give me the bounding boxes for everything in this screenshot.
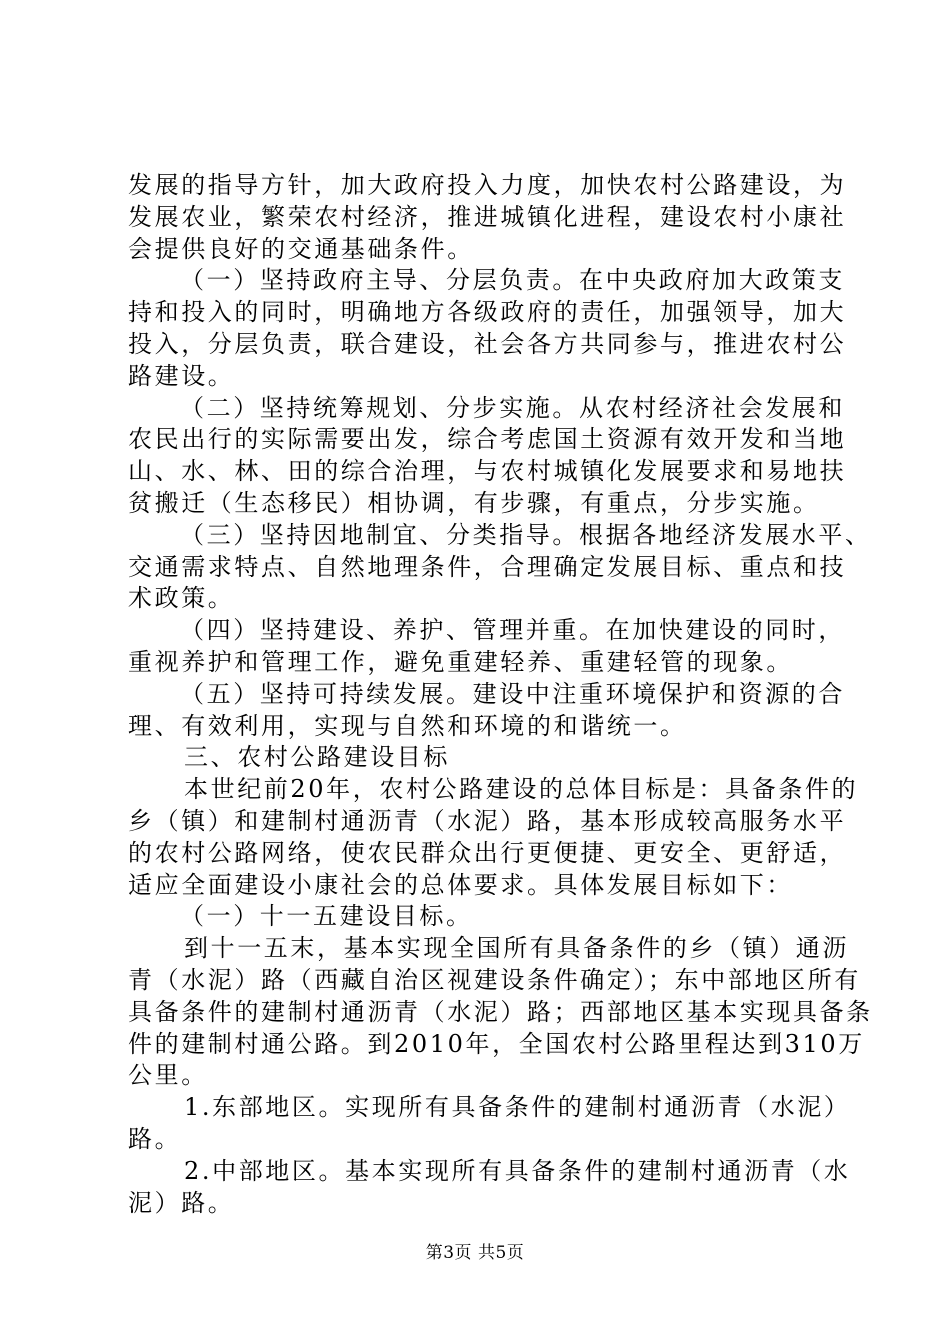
- paragraph-line: （一）坚持政府主导、分层负责。在中央政府加大政策支: [180, 266, 845, 294]
- section-heading: 三、农村公路建设目标: [184, 743, 450, 771]
- paragraph-line: 本世纪前20年，农村公路建设的总体目标是：具备条件的: [184, 775, 859, 803]
- paragraph-line: 路。: [128, 1125, 182, 1153]
- paragraph-line: （三）坚持因地制宜、分类指导。根据各地经济发展水平、: [180, 521, 872, 549]
- paragraph-line: 的农村公路网络，使农民群众出行更便捷、更安全、更舒适，: [128, 839, 847, 867]
- subsection-heading: （一）十一五建设目标。: [180, 902, 473, 930]
- paragraph-line: （四）坚持建设、养护、管理并重。在加快建设的同时，: [180, 616, 845, 644]
- paragraph-line: 贫搬迁（生态移民）相协调，有步骤，有重点，分步实施。: [128, 489, 820, 517]
- paragraph-line: 山、水、林、田的综合治理，与农村城镇化发展要求和易地扶: [128, 457, 847, 485]
- paragraph-line: 公里。: [128, 1061, 208, 1089]
- paragraph-line: 投入，分层负责，联合建设，社会各方共同参与，推进农村公: [128, 330, 847, 358]
- paragraph-line: 青（水泥）路（西藏自治区视建设条件确定）；东中部地区所有: [128, 966, 861, 994]
- paragraph-line: 持和投入的同时，明确地方各级政府的责任，加强领导，加大: [128, 298, 847, 326]
- list-item: 1.东部地区。实现所有具备条件的建制村通沥青（水泥）: [184, 1093, 851, 1121]
- paragraph-line: 会提供良好的交通基础条件。: [128, 235, 474, 263]
- paragraph-line: 重视养护和管理工作，避免重建轻养、重建轻管的现象。: [128, 648, 793, 676]
- paragraph-line: 泥）路。: [128, 1189, 235, 1217]
- paragraph-line: 适应全面建设小康社会的总体要求。具体发展目标如下：: [128, 871, 793, 899]
- paragraph-line: 理、有效利用，实现与自然和环境的和谐统一。: [128, 712, 687, 740]
- paragraph-line: 术政策。: [128, 584, 235, 612]
- paragraph-line: 具备条件的建制村通沥青（水泥）路；西部地区基本实现具备条: [128, 998, 873, 1026]
- page-number-footer: 第3页 共5页: [425, 1243, 525, 1263]
- paragraph-line: 农民出行的实际需要出发，综合考虑国土资源有效开发和当地: [128, 425, 847, 453]
- paragraph-line: 件的建制村通公路。到2010年，全国农村公路里程达到310万: [128, 1030, 865, 1058]
- list-item: 2.中部地区。基本实现所有具备条件的建制村通沥青（水: [184, 1157, 851, 1185]
- paragraph-line: （二）坚持统筹规划、分步实施。从农村经济社会发展和: [180, 394, 845, 422]
- paragraph-line: 交通需求特点、自然地理条件，合理确定发展目标、重点和技: [128, 553, 847, 581]
- paragraph-line: （五）坚持可持续发展。建设中注重环境保护和资源的合: [180, 680, 845, 708]
- paragraph-line: 发展农业，繁荣农村经济，推进城镇化进程，建设农村小康社: [128, 203, 847, 231]
- paragraph-line: 乡（镇）和建制村通沥青（水泥）路，基本形成较高服务水平: [128, 807, 847, 835]
- paragraph-line: 路建设。: [128, 362, 235, 390]
- paragraph-line: 发展的指导方针，加大政府投入力度，加快农村公路建设，为: [128, 171, 847, 199]
- paragraph-line: 到十一五末，基本实现全国所有具备条件的乡（镇）通沥: [184, 934, 849, 962]
